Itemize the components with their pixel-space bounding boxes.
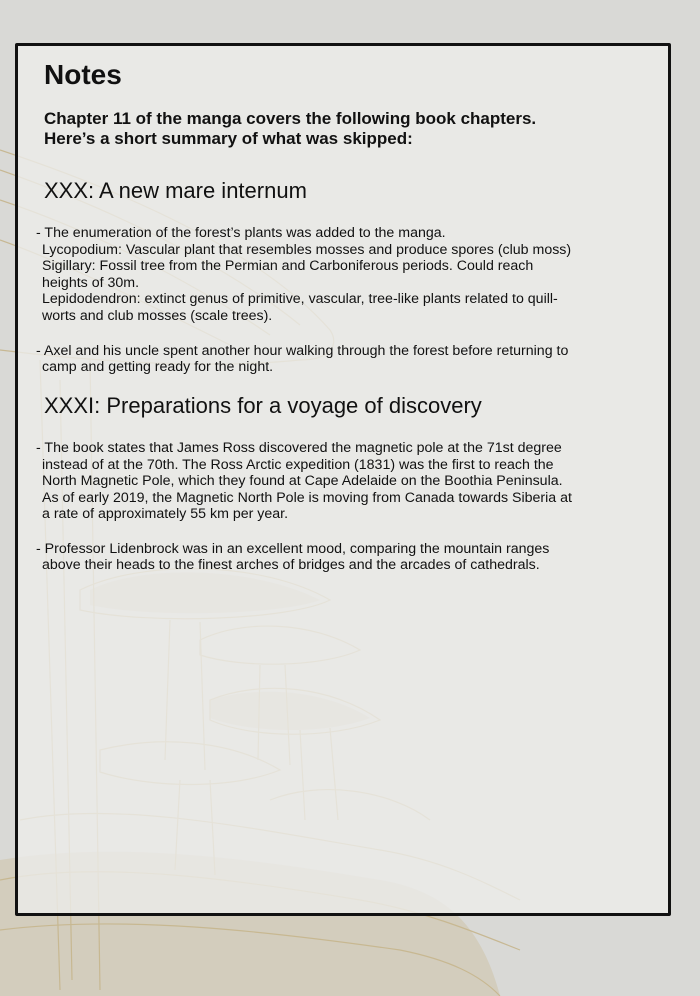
item-text: a rate of approximately 55 km per year.	[42, 506, 289, 523]
item-text: As of early 2019, the Magnetic North Pole is moving from Canada towards Siberia at	[42, 489, 572, 506]
item-text: North Magnetic Pole, which they found at Cape Adelaide on the Boothia Peninsula.	[42, 473, 563, 490]
notes-panel	[15, 43, 671, 916]
page-title: Notes	[44, 59, 122, 90]
section-title: XXX: A new mare internum	[44, 177, 307, 203]
intro-line: Here’s a short summary of what was skipped:	[44, 128, 413, 148]
item-text: heights of 30m.	[42, 274, 140, 291]
item-text: worts and club mosses (scale trees).	[42, 307, 273, 324]
intro-text	[44, 109, 642, 149]
item-text: instead of at the 70th. The Ross Arctic expedition (1831) was the first to reach the	[42, 456, 554, 473]
item-text: camp and getting ready for the night.	[42, 359, 274, 376]
notes-content	[36, 59, 642, 592]
item-text: - Axel and his uncle spent another hour walking through the forest before returning to	[36, 342, 569, 359]
item-text: Lycopodium: Vascular plant that resembles mosses and produce spores (club moss)	[42, 241, 572, 258]
item-text: above their heads to the finest arches of bridges and the arcades of cathedrals.	[42, 557, 540, 574]
section-title: XXXI: Preparations for a voyage of discovery	[44, 392, 482, 418]
list-item	[36, 541, 642, 574]
section-xxx	[36, 177, 642, 376]
list-item	[36, 440, 642, 523]
item-text: Sigillary: Fossil tree from the Permian and Carboniferous periods. Could reach	[42, 258, 534, 275]
list-item	[36, 225, 642, 325]
item-text: - The enumeration of the forest’s plants was added to the manga.	[36, 224, 446, 241]
item-text: Lepidodendron: extinct genus of primitive, vascular, tree-like plants related to quill-	[42, 291, 558, 308]
section-xxxi	[36, 392, 642, 574]
intro-line: Chapter 11 of the manga covers the following book chapters.	[44, 108, 537, 128]
item-text: - The book states that James Ross discovered the magnetic pole at the 71st degree	[36, 439, 562, 456]
item-text: - Professor Lidenbrock was in an excellent mood, comparing the mountain ranges	[36, 540, 550, 557]
list-item	[36, 343, 642, 376]
